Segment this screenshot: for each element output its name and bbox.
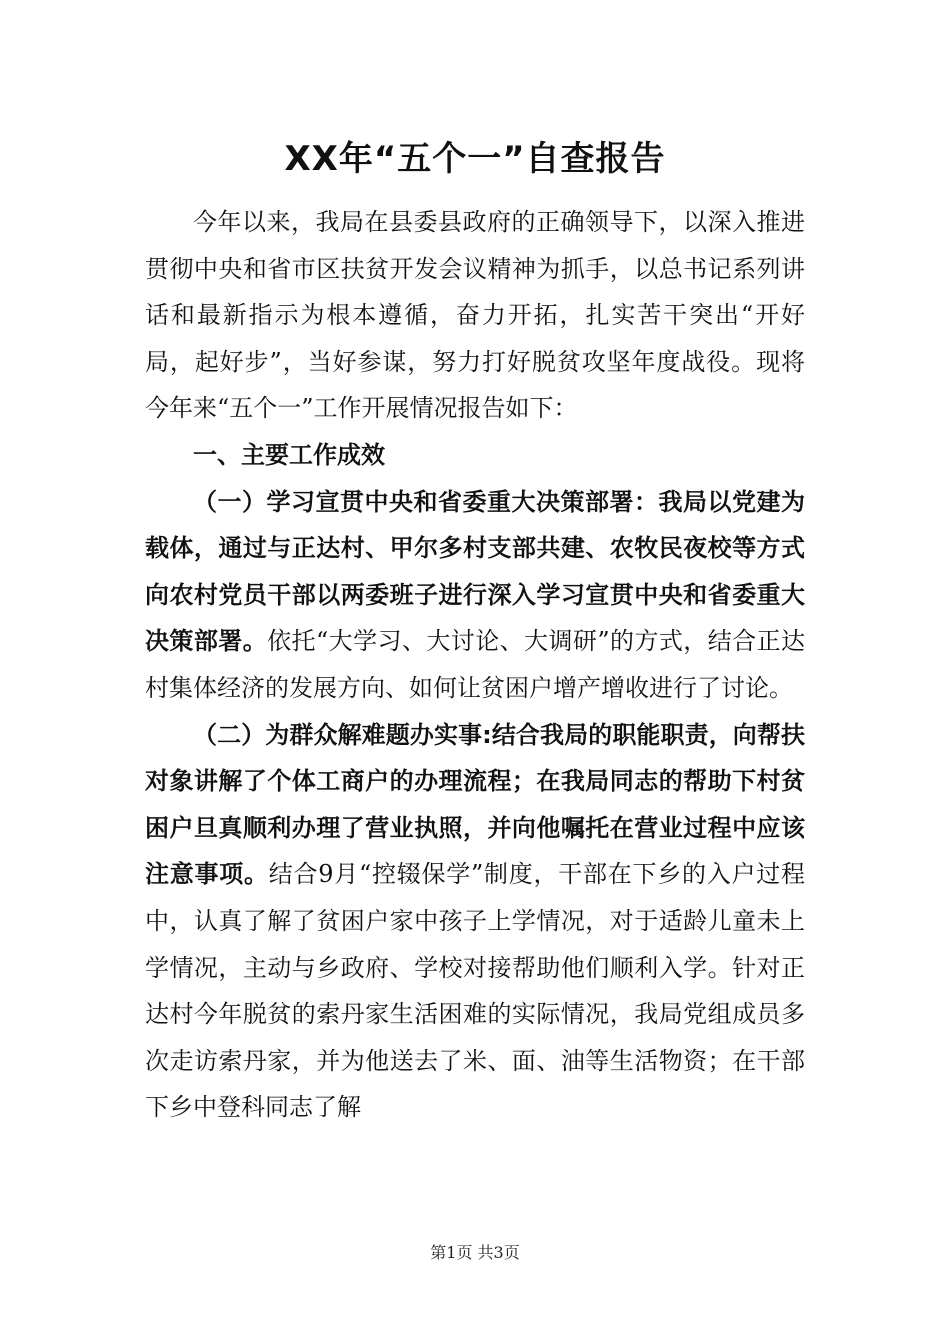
item-1-paragraph bbox=[145, 479, 805, 712]
section-heading-1: 一、主要工作成效 bbox=[193, 440, 385, 469]
item-1-text: 依托“大学习、大讨论、大调研”的方式，结合正达村集体经济的发展方向、如何让贫困户增产增收进行了讨论。 bbox=[145, 627, 805, 702]
item-2-text: 结合9月“控辍保学”制度，干部在下乡的入户过程中，认真了解了贫困户家中孩子上学情况，对于适龄儿童未上学情况，主动与乡政府、学校对接帮助他们顺利入学。针对正达村今年脱贫的索丹家生活困难的实际情况，我局党组成员多次走访索丹家，并为他送去了米、面、油等生活物资；在干部下乡中登科同志了解 bbox=[145, 860, 806, 1122]
item-2-bold-text: （二）为群众解难题办实事:结合我局的职能职责，向帮扶对象讲解了个体工商户的办理流程；在我局同志的帮助下村贫困户旦真顺利办理了营业执照，并向他嘱托在营业过程中应该注意事项。 bbox=[145, 720, 805, 889]
item-2-paragraph bbox=[145, 712, 805, 1131]
item-1-bold-text: （一）学习宣贯中央和省委重大决策部署：我局以党建为载体，通过与正达村、甲尔多村支部共建、农牧民夜校等方式向农村党员干部以两委班子进行深入学习宣贯中央和省委重大决策部署。 bbox=[145, 487, 805, 656]
page-footer: 第1页 共3页 bbox=[430, 1243, 520, 1262]
document-body bbox=[145, 199, 805, 1131]
intro-paragraph: 今年以来，我局在县委县政府的正确领导下，以深入推进贯彻中央和省市区扶贫开发会议精神为抓手，以总书记系列讲话和最新指示为根本遵循，奋力开拓，扎实苦干突出“开好局，起好步”，当好参谋，努力打好脱贫攻坚年度战役。现将今年来“五个一”工作开展情况报告如下： bbox=[145, 208, 805, 423]
document-title: XX年“五个一”自查报告 bbox=[284, 139, 666, 179]
